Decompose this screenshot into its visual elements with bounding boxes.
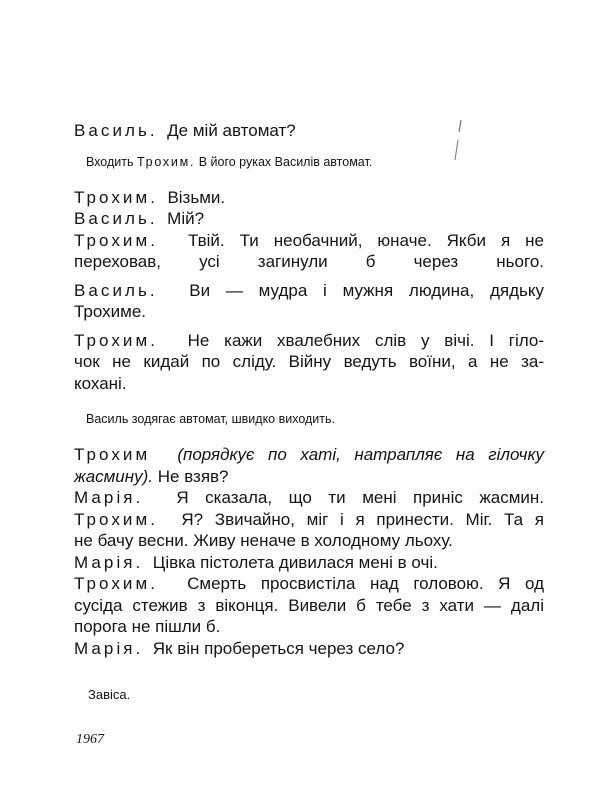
line-trokhym-3 [74,330,544,395]
line-trokhym-5 [74,509,544,552]
line-mariya-2 [74,552,544,574]
dialogue-text: Твій. Ти необачний, юначе. Якби я не [187,230,544,250]
line-trokhym-4 [74,444,544,487]
speaker-name: Марія. [74,638,144,658]
speaker-name: Марія. [74,552,144,572]
dialogue-text: не бачу весни. Живу неначе в холодному льоху. [74,531,453,550]
dialogue-text: Не кажи хвалебних слів у вічі. І гіло- [187,330,544,350]
dialogue-text: Візьми. [167,187,226,207]
line-trokhym-2 [74,230,544,273]
line-vasyl-2 [74,208,544,230]
dialogue-text: Як він пробереться через село? [152,638,405,658]
curtain-note: Завіса. [88,687,131,702]
speaker-name: Трохим. [74,230,158,250]
stage-text: Входить [86,154,134,169]
dialogue-text: Трохиме. [74,302,147,321]
dialogue-text: чок не кидай по сліду. Війну ведуть воїни, а не за- [74,352,544,371]
speaker-name: Трохим. [74,574,158,593]
dialogue-text: Цівка пістолета дивилася мені в очі. [152,552,438,572]
line-trokhym-6 [74,573,544,638]
line-mariya-3 [74,638,544,660]
line-trokhym-1 [74,187,544,209]
line-vasyl-1 [74,120,544,142]
stage-text: В його руках Василів автомат. [198,154,373,169]
stage-direction-exit: Василь зодягає автомат, швидко виходить. [86,412,336,426]
stage-direction-inline: (порядкує по хаті, натрапляє на гілочку [177,445,544,464]
date-year: 1967 [76,732,104,747]
line-mariya-1 [74,487,544,509]
dialogue-text: Де мій автомат? [167,121,296,140]
stage-direction-inline: жасмину). [74,466,153,486]
dialogue-text: Смерть просвистіла над головою. Я од [187,574,545,593]
speaker-name: Василь. [74,280,158,300]
speaker-name: Трохим. [74,187,158,207]
dialogue-text: порога не пішли б. [74,617,221,636]
speaker-name: Трохим [74,445,151,464]
dialogue-text: Я сказала, що ти мені приніс жасмин. [176,488,544,507]
dialogue-text: Мій? [167,209,205,228]
dialogue-text: Ви — мудра і мужня людина, дядьку [189,280,544,300]
play-text [74,120,544,748]
dialogue-text: Не взяв? [157,466,229,486]
stage-speaker-name: Трохим. [136,154,196,169]
speaker-name: Трохим. [74,509,158,529]
dialogue-text: кохані. [74,373,127,393]
dialogue-text: переховав, усі загинули б через нього. [74,252,544,271]
speaker-name: Марія. [74,488,144,507]
speaker-name: Василь. [74,121,158,140]
speaker-name: Василь. [74,209,158,228]
line-vasyl-3 [74,280,544,323]
dialogue-text: Я? Звичайно, міг і я принести. Міг. Та я [181,509,545,529]
stage-direction-enter [74,154,544,170]
dialogue-text: сусіда стежив з віконця. Вивели б тебе з хати — далі [74,595,544,615]
speaker-name: Трохим. [74,330,158,350]
